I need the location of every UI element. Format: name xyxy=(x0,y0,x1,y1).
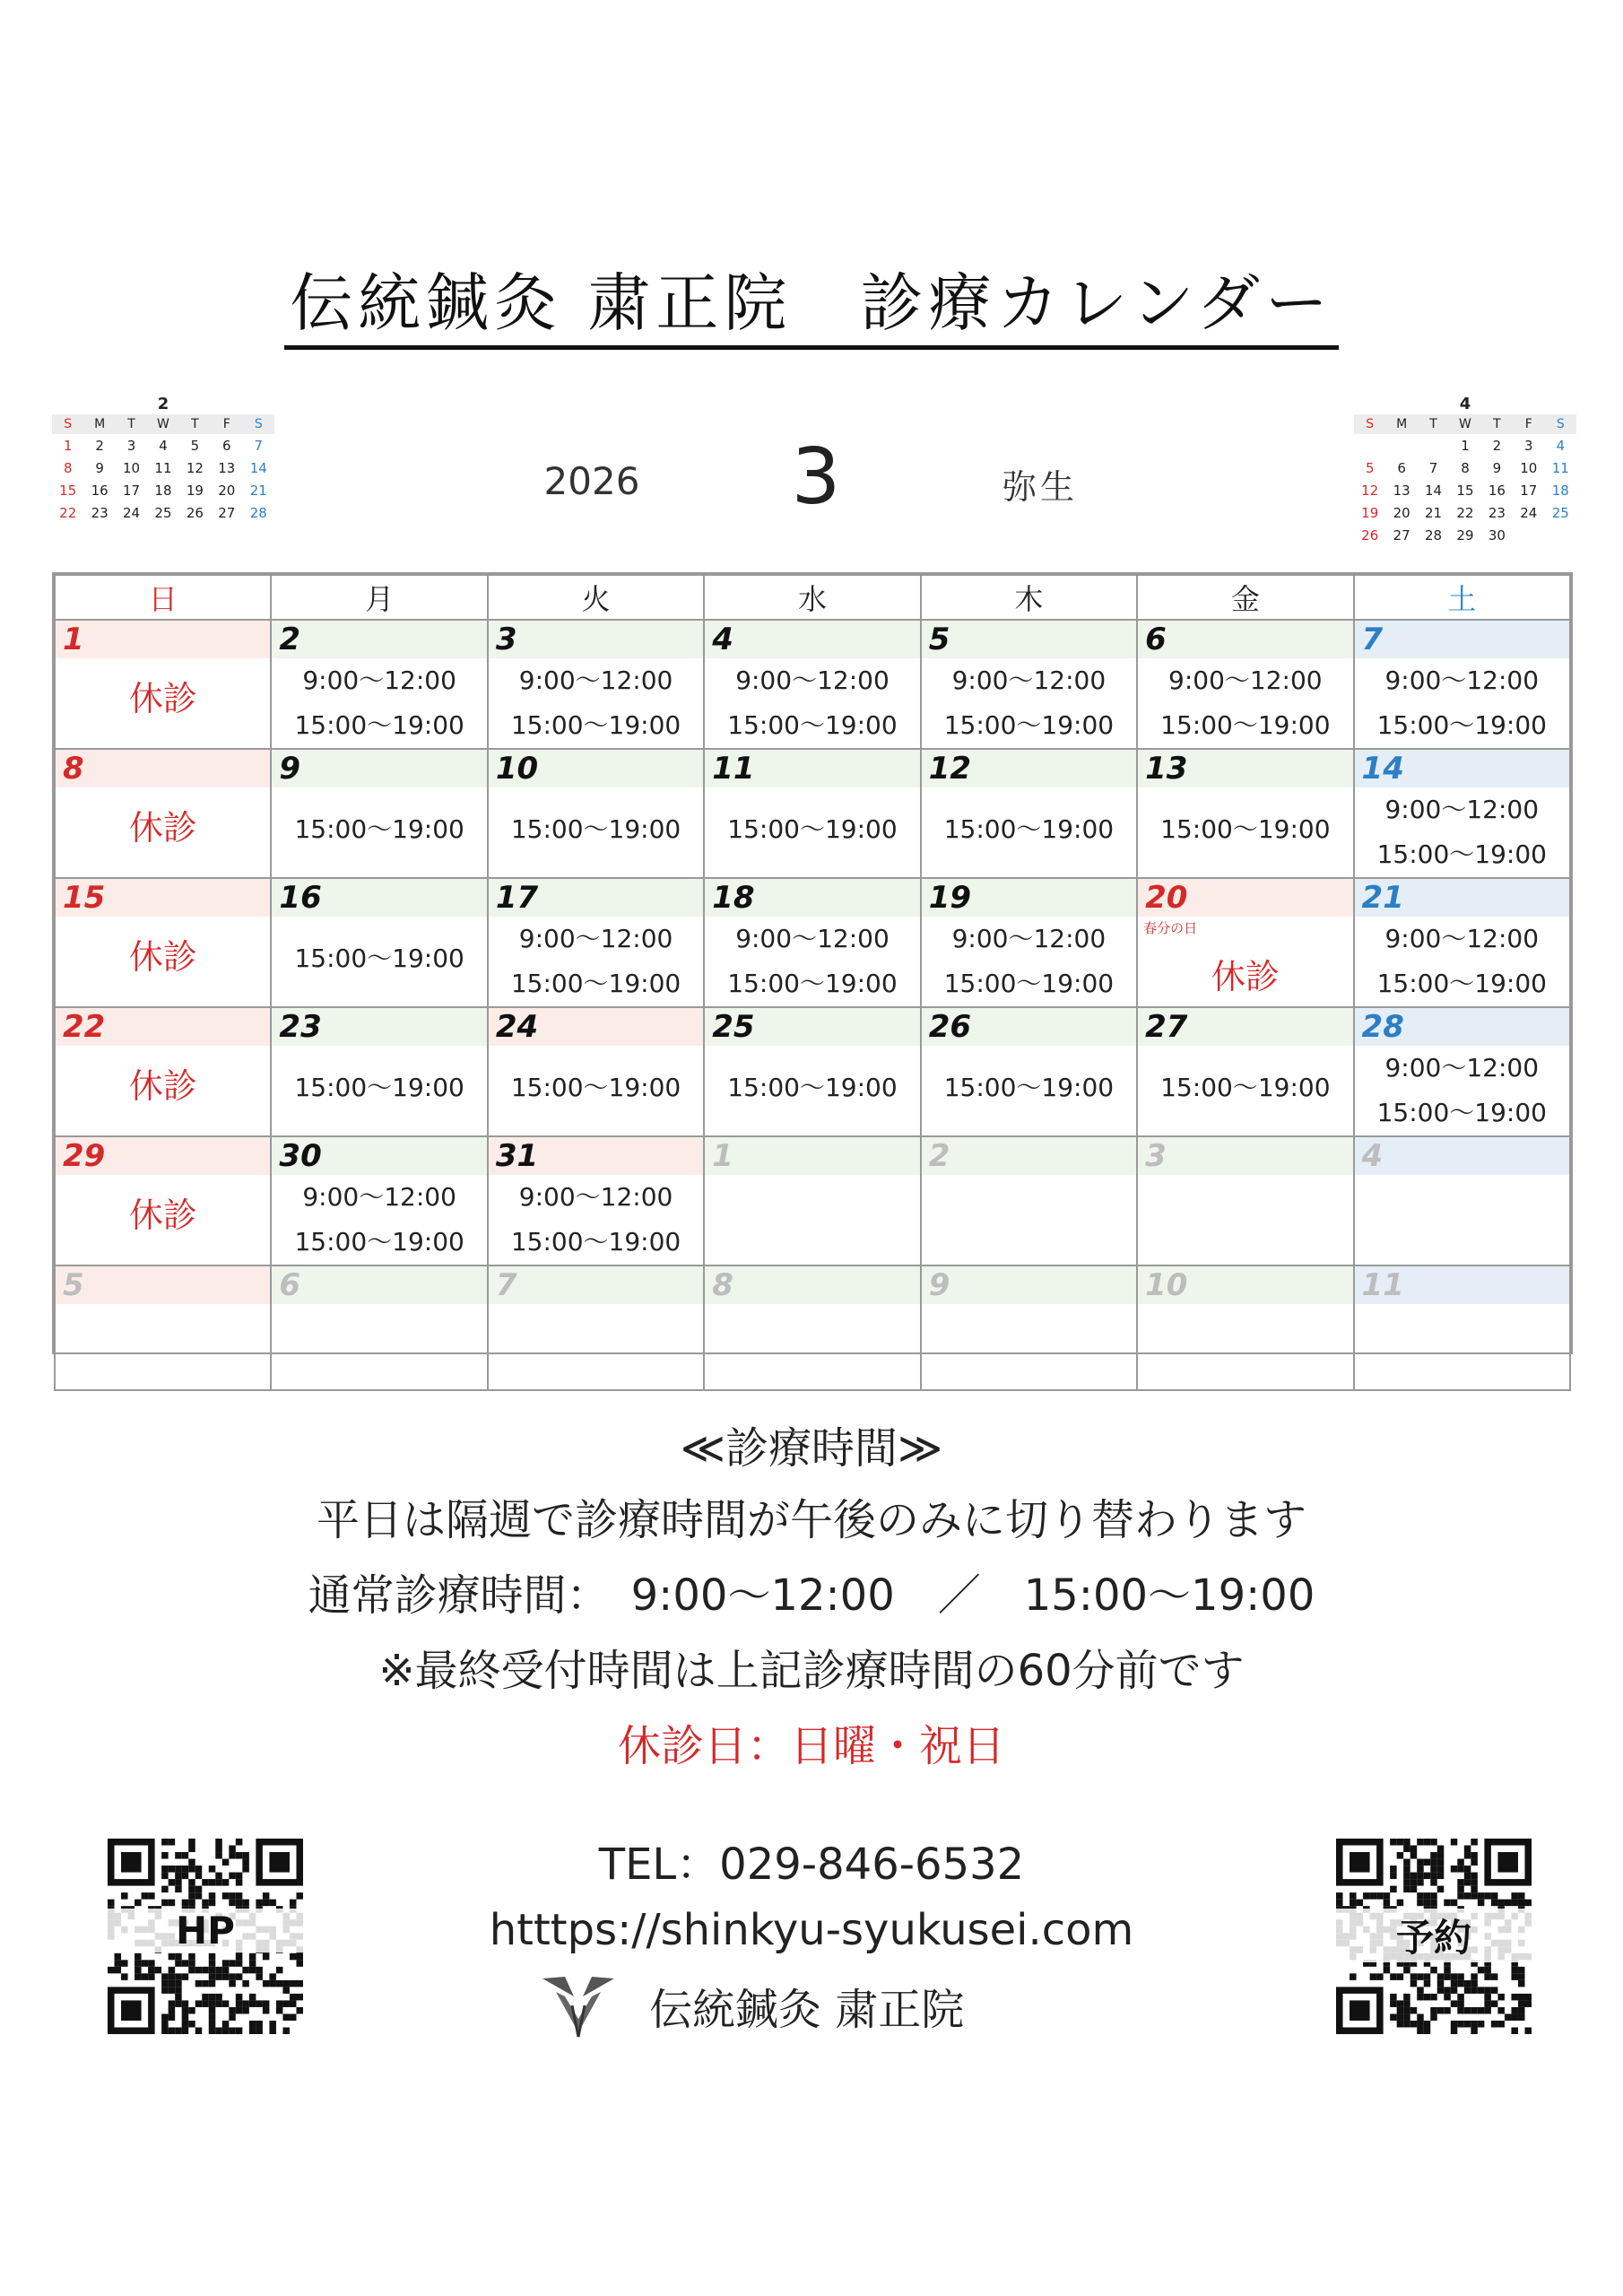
mini-weekday-label: F xyxy=(1513,414,1544,434)
weekday-header: 水 xyxy=(704,575,920,620)
calendar-day-cell xyxy=(1137,749,1353,878)
closed-days: 休診日：日曜・祝日 xyxy=(617,1721,1005,1771)
regular-hours: 通常診療時間： 9:00〜12:00 ／ 15:00〜19:00 xyxy=(308,1570,1315,1621)
day-number: 11 xyxy=(1355,1266,1569,1304)
telephone: TEL：029-846-6532 xyxy=(598,1839,1025,1890)
mini-day: 29 xyxy=(1456,526,1474,544)
mini-day: 15 xyxy=(1456,482,1474,499)
hours-line: 15:00〜19:00 xyxy=(1160,1073,1331,1102)
office-hours xyxy=(922,917,1136,1006)
day-number: 7 xyxy=(489,1266,703,1304)
day-number: 4 xyxy=(705,621,919,658)
calendar-week-row xyxy=(55,1136,1570,1265)
website-url[interactable]: htttps://shinkyu-syukusei.com xyxy=(489,1905,1134,1955)
mini-day: 28 xyxy=(1425,526,1443,544)
calendar-week-row xyxy=(55,1007,1570,1136)
day-number: 31 xyxy=(489,1137,703,1175)
office-hours xyxy=(489,917,703,1006)
calendar-day-cell xyxy=(921,878,1137,1007)
office-hours xyxy=(922,658,1136,748)
hours-line: 15:00〜19:00 xyxy=(727,1073,898,1102)
hours-line: 15:00〜19:00 xyxy=(943,814,1115,844)
day-number: 2 xyxy=(922,1137,1136,1175)
hours-line: 15:00〜19:00 xyxy=(943,969,1115,998)
calendar-day-cell xyxy=(921,749,1137,878)
day-number: 8 xyxy=(56,750,270,787)
day-number: 19 xyxy=(922,879,1136,917)
mini-week-row xyxy=(1354,524,1576,546)
calendar-day-cell xyxy=(488,878,704,1007)
mini-calendar-grid xyxy=(52,414,274,524)
weekday-header: 土 xyxy=(1354,575,1570,620)
office-hours xyxy=(489,1065,703,1110)
hours-line: 9:00〜12:00 xyxy=(518,1182,673,1212)
day-number: 3 xyxy=(1138,1137,1352,1175)
calendar-day-cell xyxy=(1354,1136,1570,1265)
office-hours xyxy=(489,658,703,748)
mini-day: 9 xyxy=(1492,459,1502,476)
mini-day: 1 xyxy=(63,437,73,454)
mini-week-row xyxy=(52,434,274,457)
mini-calendar-month: 4 xyxy=(1459,395,1471,413)
day-number: 20 xyxy=(1138,879,1352,917)
calendar-day-cell xyxy=(488,749,704,878)
mini-day: 10 xyxy=(1520,459,1538,476)
mini-day: 10 xyxy=(123,459,141,476)
clinic-logo-icon xyxy=(538,1970,619,2041)
mini-day: 3 xyxy=(1524,437,1533,454)
mini-day: 1 xyxy=(1461,437,1470,454)
calendar-week-row xyxy=(55,878,1570,1007)
hours-line: 9:00〜12:00 xyxy=(518,665,673,695)
hours-line: 15:00〜19:00 xyxy=(510,1073,681,1102)
hours-line: 15:00〜19:00 xyxy=(510,1227,681,1257)
hours-line: 15:00〜19:00 xyxy=(294,1227,464,1257)
day-number: 18 xyxy=(705,879,919,917)
day-number: 23 xyxy=(272,1008,486,1046)
calendar-week-row xyxy=(55,1265,1570,1390)
closed-label: 休診 xyxy=(128,1196,197,1235)
calendar-day-cell xyxy=(1137,1007,1353,1136)
mini-day: 22 xyxy=(1456,504,1474,521)
calendar-day-cell xyxy=(488,1007,704,1136)
calendar-day-cell xyxy=(271,620,487,749)
calendar-day-cell xyxy=(921,1265,1137,1390)
calendar-day-cell xyxy=(55,1007,271,1136)
mini-day: 14 xyxy=(249,459,267,476)
mini-day: 12 xyxy=(186,459,204,476)
hours-line: 15:00〜19:00 xyxy=(294,1073,464,1102)
day-number: 6 xyxy=(272,1266,486,1304)
office-hours xyxy=(705,1065,919,1110)
mini-day: 27 xyxy=(1393,526,1410,544)
calendar-day-cell xyxy=(1137,1136,1353,1265)
calendar-day-cell xyxy=(704,878,920,1007)
calendar-day-cell xyxy=(921,620,1137,749)
calendar-day-cell xyxy=(271,1136,487,1265)
mini-day: 9 xyxy=(95,459,104,476)
calendar-day-cell xyxy=(704,1136,920,1265)
mini-day: 6 xyxy=(222,437,231,454)
office-hours xyxy=(1355,658,1569,748)
weekday-header: 月 xyxy=(271,575,487,620)
mini-day: 15 xyxy=(59,482,77,499)
mini-day: 25 xyxy=(1551,504,1569,521)
calendar-day-cell xyxy=(55,878,271,1007)
mini-week-row xyxy=(52,457,274,479)
mini-day: 7 xyxy=(1428,459,1438,476)
calendar-day-cell xyxy=(704,749,920,878)
calendar-day-cell xyxy=(55,1265,271,1390)
day-number: 10 xyxy=(489,750,703,787)
weekday-header: 日 xyxy=(55,575,271,620)
mini-day: 30 xyxy=(1488,526,1506,544)
mini-day: 8 xyxy=(63,459,73,476)
calendar-day-cell xyxy=(704,1007,920,1136)
calendar-day-cell xyxy=(1137,878,1353,1007)
day-number: 11 xyxy=(705,750,919,787)
mini-day: 18 xyxy=(1551,482,1569,499)
mini-day: 21 xyxy=(1425,504,1443,521)
mini-day: 3 xyxy=(126,437,136,454)
hours-line: 15:00〜19:00 xyxy=(294,710,464,740)
hours-line: 15:00〜19:00 xyxy=(943,710,1115,740)
mini-day: 13 xyxy=(1393,482,1410,499)
day-number: 16 xyxy=(272,879,486,917)
calendar-day-cell xyxy=(271,1265,487,1390)
mini-day: 11 xyxy=(1551,459,1569,476)
calendar-day-cell xyxy=(55,620,271,749)
day-number: 15 xyxy=(56,879,270,917)
mini-day: 25 xyxy=(154,504,172,521)
mini-day: 20 xyxy=(218,482,236,499)
hours-line: 15:00〜19:00 xyxy=(1376,710,1547,740)
day-number: 10 xyxy=(1138,1266,1352,1304)
day-number: 5 xyxy=(56,1266,270,1304)
mini-day: 16 xyxy=(1488,482,1506,499)
mini-week-row xyxy=(1354,501,1576,524)
calendar-day-cell xyxy=(704,620,920,749)
year-label: 2026 xyxy=(543,459,640,503)
hours-note: 平日は隔週で診療時間が午後のみに切り替わります xyxy=(316,1495,1306,1545)
calendar-week-row xyxy=(55,749,1570,878)
calendar-day-cell xyxy=(271,1007,487,1136)
mini-weekday-label: W xyxy=(1449,414,1480,434)
office-hours xyxy=(1355,917,1569,1006)
day-number: 17 xyxy=(489,879,703,917)
office-hours xyxy=(489,1175,703,1265)
hours-line: 15:00〜19:00 xyxy=(1376,839,1547,869)
calendar-day-cell xyxy=(921,1007,1137,1136)
mini-day xyxy=(1385,434,1417,457)
closed-label: 休診 xyxy=(128,1066,197,1106)
calendar-day-cell xyxy=(1354,878,1570,1007)
day-number: 26 xyxy=(922,1008,1136,1046)
hours-line: 9:00〜12:00 xyxy=(951,665,1107,695)
mini-day: 19 xyxy=(1361,504,1379,521)
hours-line: 9:00〜12:00 xyxy=(302,1182,456,1212)
mini-day xyxy=(1513,524,1544,546)
hours-line: 9:00〜12:00 xyxy=(1384,795,1540,824)
mini-day: 14 xyxy=(1425,482,1443,499)
hours-line: 15:00〜19:00 xyxy=(1160,710,1331,740)
calendar-day-cell xyxy=(271,878,487,1007)
mini-day: 5 xyxy=(190,437,200,454)
mini-day xyxy=(1354,434,1385,457)
weekday-header: 木 xyxy=(921,575,1137,620)
office-hours xyxy=(1138,658,1352,748)
mini-calendar-next xyxy=(1354,395,1576,546)
hours-line: 9:00〜12:00 xyxy=(1168,665,1323,695)
weekday-header: 火 xyxy=(488,575,704,620)
qr-label: HP xyxy=(108,1909,303,1952)
hours-line: 15:00〜19:00 xyxy=(943,1073,1115,1102)
hours-line: 15:00〜19:00 xyxy=(510,814,681,844)
mini-day: 19 xyxy=(186,482,204,499)
hours-line: 9:00〜12:00 xyxy=(302,665,456,695)
calendar-day-cell xyxy=(488,620,704,749)
hours-heading: ≪診療時間≫ xyxy=(680,1423,943,1474)
office-hours xyxy=(1355,787,1569,877)
mini-day: 6 xyxy=(1397,459,1406,476)
qr-label: 予約 xyxy=(1336,1909,1532,1962)
closed-label: 休診 xyxy=(128,937,197,977)
mini-day xyxy=(1545,524,1576,546)
clinic-logo-row xyxy=(538,1970,964,2041)
day-number: 25 xyxy=(705,1008,919,1046)
office-hours xyxy=(1138,807,1352,852)
day-number: 5 xyxy=(922,621,1136,658)
mini-day: 7 xyxy=(254,437,264,454)
hours-line: 15:00〜19:00 xyxy=(294,944,464,973)
mini-day: 16 xyxy=(91,482,108,499)
mini-weekday-label: S xyxy=(1545,414,1576,434)
hours-line: 9:00〜12:00 xyxy=(518,924,673,953)
closed-label: 休診 xyxy=(128,808,197,848)
day-number: 2 xyxy=(272,621,486,658)
mini-day: 18 xyxy=(154,482,172,499)
calendar-day-cell xyxy=(55,749,271,878)
day-number: 28 xyxy=(1355,1008,1569,1046)
mini-day: 23 xyxy=(1488,504,1506,521)
calendar-week-row xyxy=(55,620,1570,749)
office-hours xyxy=(1355,1046,1569,1135)
office-hours xyxy=(272,936,486,981)
day-number: 7 xyxy=(1355,621,1569,658)
mini-day: 8 xyxy=(1461,459,1470,476)
calendar-day-cell xyxy=(488,1265,704,1390)
mini-day: 28 xyxy=(249,504,267,521)
day-number: 6 xyxy=(1138,621,1352,658)
mini-day: 2 xyxy=(95,437,104,454)
mini-day: 12 xyxy=(1361,482,1379,499)
hours-line: 15:00〜19:00 xyxy=(1376,969,1547,998)
hours-line: 15:00〜19:00 xyxy=(727,814,898,844)
calendar-day-cell xyxy=(1354,749,1570,878)
office-hours xyxy=(272,1065,486,1110)
mini-weekday-label: T xyxy=(1418,414,1449,434)
hours-line: 9:00〜12:00 xyxy=(1384,1053,1540,1083)
day-number: 8 xyxy=(705,1266,919,1304)
mini-weekday-label: S xyxy=(52,414,83,434)
office-hours xyxy=(489,807,703,852)
office-hours xyxy=(1138,1065,1352,1110)
day-number: 4 xyxy=(1355,1137,1569,1175)
day-number: 9 xyxy=(272,750,486,787)
calendar-day-cell xyxy=(1354,1007,1570,1136)
mini-weekday-label: W xyxy=(147,414,178,434)
mini-day: 21 xyxy=(249,482,267,499)
hours-line: 15:00〜19:00 xyxy=(510,710,681,740)
mini-day: 23 xyxy=(91,504,108,521)
mini-weekday-label: F xyxy=(211,414,242,434)
calendar-day-cell xyxy=(1354,620,1570,749)
mini-day: 22 xyxy=(59,504,77,521)
hours-line: 9:00〜12:00 xyxy=(1384,924,1540,953)
calendar-day-cell xyxy=(271,749,487,878)
page-title: 伝統鍼灸 粛正院 診療カレンダー xyxy=(0,253,1623,344)
mini-weekday-label: T xyxy=(179,414,211,434)
mini-calendar-month: 2 xyxy=(157,395,169,413)
day-number: 27 xyxy=(1138,1008,1352,1046)
closed-label: 休診 xyxy=(128,679,197,718)
mini-day: 24 xyxy=(1520,504,1538,521)
calendar-day-cell xyxy=(1354,1265,1570,1390)
office-hours xyxy=(272,1175,486,1265)
mini-day xyxy=(1418,434,1449,457)
reservation-qr-code[interactable] xyxy=(1336,1839,1532,2034)
office-hours xyxy=(272,807,486,852)
mini-week-row xyxy=(1354,479,1576,501)
hours-line: 9:00〜12:00 xyxy=(735,665,890,695)
office-hours xyxy=(922,807,1136,852)
day-number: 1 xyxy=(56,621,270,658)
office-hours xyxy=(922,1065,1136,1110)
weekday-header: 金 xyxy=(1137,575,1353,620)
mini-week-row xyxy=(1354,457,1576,479)
mini-week-row xyxy=(52,501,274,524)
day-number: 30 xyxy=(272,1137,486,1175)
hours-line: 9:00〜12:00 xyxy=(1384,665,1540,695)
mini-day: 17 xyxy=(123,482,141,499)
day-number: 12 xyxy=(922,750,1136,787)
main-calendar xyxy=(52,572,1573,1354)
hours-line: 9:00〜12:00 xyxy=(735,924,890,953)
day-number: 21 xyxy=(1355,879,1569,917)
calendar-day-cell xyxy=(1137,1265,1353,1390)
hours-line: 9:00〜12:00 xyxy=(951,924,1107,953)
mini-weekday-label: M xyxy=(1385,414,1417,434)
mini-day: 4 xyxy=(1556,437,1566,454)
office-hours xyxy=(705,807,919,852)
mini-day: 13 xyxy=(218,459,236,476)
calendar-day-cell xyxy=(488,1136,704,1265)
office-hours xyxy=(272,658,486,748)
calendar-day-cell xyxy=(55,1136,271,1265)
mini-week-row xyxy=(52,479,274,501)
day-number: 13 xyxy=(1138,750,1352,787)
month-number: 3 xyxy=(791,432,841,522)
mini-weekday-label: S xyxy=(1354,414,1385,434)
hours-line: 15:00〜19:00 xyxy=(510,969,681,998)
closed-label: 休診 xyxy=(1211,957,1280,996)
mini-calendar-grid xyxy=(1354,414,1576,546)
office-hours xyxy=(705,917,919,1006)
day-number: 9 xyxy=(922,1266,1136,1304)
mini-day: 20 xyxy=(1393,504,1410,521)
day-number: 14 xyxy=(1355,750,1569,787)
office-hours xyxy=(705,658,919,748)
mini-calendar-prev xyxy=(52,395,274,524)
day-number: 29 xyxy=(56,1137,270,1175)
mini-weekday-label: S xyxy=(243,414,274,434)
clinic-name: 伝統鍼灸 粛正院 xyxy=(649,1984,965,2035)
day-number: 1 xyxy=(705,1137,919,1175)
mini-day: 26 xyxy=(1361,526,1379,544)
mini-week-row xyxy=(1354,434,1576,457)
mini-day: 26 xyxy=(186,504,204,521)
mini-weekday-label: T xyxy=(1481,414,1513,434)
day-number: 24 xyxy=(489,1008,703,1046)
calendar-day-cell xyxy=(921,1136,1137,1265)
hours-line: 15:00〜19:00 xyxy=(727,710,898,740)
hours-line: 15:00〜19:00 xyxy=(1160,814,1331,844)
holiday-name: 春分の日 xyxy=(1143,920,1198,936)
mini-day: 4 xyxy=(159,437,168,454)
mini-weekday-label: M xyxy=(83,414,115,434)
homepage-qr-code[interactable] xyxy=(108,1839,303,2034)
mini-day: 11 xyxy=(154,459,172,476)
mini-day: 2 xyxy=(1492,437,1502,454)
calendar-day-cell xyxy=(704,1265,920,1390)
day-number: 3 xyxy=(489,621,703,658)
month-japanese-name: 弥生 xyxy=(1002,467,1078,507)
mini-day: 17 xyxy=(1520,482,1538,499)
hours-line: 15:00〜19:00 xyxy=(727,969,898,998)
mini-day: 27 xyxy=(218,504,236,521)
hours-line: 15:00〜19:00 xyxy=(294,814,464,844)
hours-line: 15:00〜19:00 xyxy=(1376,1098,1547,1127)
calendar-day-cell xyxy=(1137,620,1353,749)
mini-weekday-label: T xyxy=(116,414,147,434)
mini-day: 24 xyxy=(123,504,141,521)
day-number: 22 xyxy=(56,1008,270,1046)
last-reception-note: ※最終受付時間は上記診療時間の60分前です xyxy=(378,1646,1245,1696)
mini-day: 5 xyxy=(1365,459,1375,476)
